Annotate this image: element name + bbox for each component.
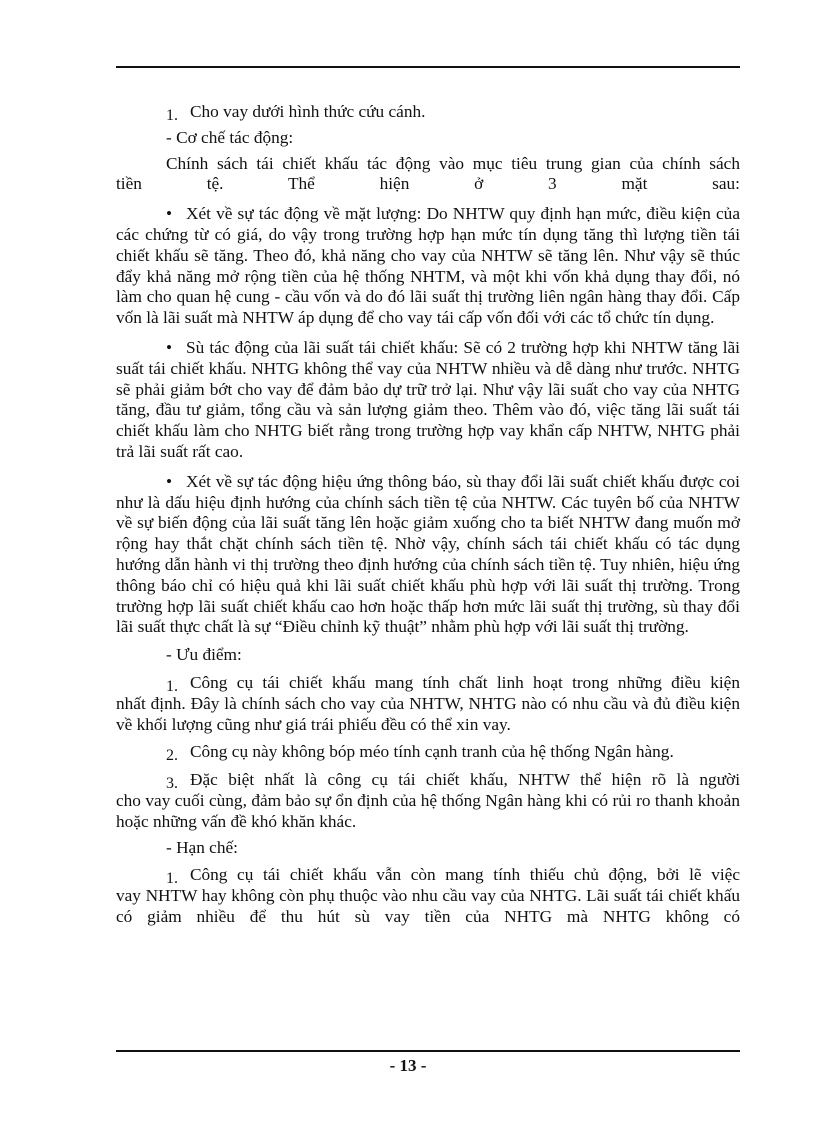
advantage-item-2 bbox=[116, 742, 740, 763]
advantage-item-3 bbox=[116, 770, 740, 791]
item-number: 1. bbox=[166, 677, 178, 695]
bullet-text: Xét về sự tác động về mặt lượng: Do NHTW quy định hạn mức, điều kiện của các chứng từ có giá, do vậy trong trường hợp hạn mức tín dụng tăng thì lượng tiền tái chiết khấu sẽ tăng. Theo đó, khả năng cho vay của NHTW sẽ tăng lên. Như vậy sẽ thúc đẩy khả năng mở rộng tiền của hệ thống NHTM, và một khi vốn khả dụng thay đổi, nó làm cho quan hệ cung - cầu vốn và do đó lãi suất thị trường liên ngân hàng thay đổi. Cấp vốn là lãi suất mà NHTW áp dụng để cho vay tái cấp vốn đối với các tổ chức tín dụng. bbox=[116, 204, 740, 328]
page-number: - 13 - bbox=[389, 1056, 427, 1075]
footer-rule bbox=[116, 1050, 740, 1052]
advantage-item-1 bbox=[116, 673, 740, 694]
limitation-item-1-continued: vay NHTW hay không còn phụ thuộc vào nhu cầu vay của NHTG. Lãi suất tái chiết khấu có giảm nhiều để thu hút sù vay tiền của NHTG mà NHTG không có bbox=[116, 886, 740, 926]
bullet-text: Sù tác động của lãi suất tái chiết khấu: Sẽ có 2 trường hợp khi NHTW tăng lãi suất tái chiết khấu. NHTG không thể vay của NHTW nhiều và dễ dàng như trước. NHTG sẽ phải giảm bớt cho vay để đảm bảo dự trữ trở lại. Như vậy lãi suất cho vay của NHTG tăng, đầu tư giảm, tổng cầu và sản lượng giảm theo. Thêm vào đó, việc tăng lãi suất tái chiết khấu làm cho NHTG biết rằng trong trường hợp vay khẩn cấp NHTW, NHTG phải trả lãi suất rất cao. bbox=[116, 337, 740, 461]
bullet-icon: • bbox=[166, 471, 173, 491]
advantage-item-1-continued: nhất định. Đây là chính sách cho vay của NHTW, NHTG nào có nhu cầu và đủ điều kiện về khối lượng cũng như giá trái phiếu đều có thể xin vay. bbox=[116, 693, 740, 734]
bullet-paragraph-lai-suat bbox=[116, 338, 740, 463]
numbered-item-cho-vay bbox=[116, 102, 740, 123]
item-text-first-line: Công cụ này không bóp méo tính cạnh tranh của hệ thống Ngân hàng. bbox=[190, 742, 674, 762]
heading-co-che-tac-dong: - Cơ chế tác động: bbox=[166, 127, 294, 147]
item-number: 3. bbox=[166, 775, 178, 793]
mechanism-intro-line-2: tiền tệ. Thể hiện ở 3 mặt sau: bbox=[116, 174, 740, 194]
bullet-icon: • bbox=[166, 204, 173, 224]
item-number: 1. bbox=[166, 870, 178, 888]
page-body bbox=[116, 100, 740, 928]
item-number: 1. bbox=[166, 107, 178, 124]
bullet-icon: • bbox=[166, 337, 173, 357]
mechanism-intro-line-1: Chính sách tái chiết khấu tác động vào mục tiêu trung gian của chính sách bbox=[166, 153, 740, 173]
bullet-text: Xét về sự tác động hiệu ứng thông báo, sù thay đổi lãi suất chiết khấu được coi như là dấu hiệu định hướng của chính sách tiền tệ của NHTW. Các tuyên bố của NHTW về sự biến động của lãi suất tăng lên hoặc giảm xuống cho ta biết NHTW đang muốn mở rộng hay thắt chặt chính sách tiền tệ. Nhờ vậy, chính sách tái chiết khấu có tác dụng hướng dẫn hành vi thị trường theo định hướng của chính sách tiền tệ. Tuy nhiên, hiệu ứng thông báo chỉ có hiệu quả khi lãi suất chiết khấu phù hợp với lãi suất thị trường. Trong trường hợp lãi suất chiết khấu cao hơn hoặc thấp hơn mức lãi suất thị trường, sù thay đổi lãi suất thực chất là sự “Điều chỉnh kỹ thuật” nhằm phù hợp với lãi suất thị trường. bbox=[116, 471, 740, 637]
item-text-first-line: Công cụ tái chiết khấu mang tính chất linh hoạt trong những điều kiện bbox=[190, 672, 740, 692]
heading-uu-diem: - Ưu điểm: bbox=[166, 645, 242, 665]
item-text: Cho vay dưới hình thức cứu cánh. bbox=[190, 102, 426, 121]
item-text-first-line: Đặc biệt nhất là công cụ tái chiết khấu, NHTW thể hiện rõ là người bbox=[190, 770, 740, 790]
item-text-first-line: Công cụ tái chiết khấu vẫn còn mang tính thiếu chủ động, bởi lẽ việc bbox=[190, 865, 740, 885]
heading-han-che: - Hạn chế: bbox=[166, 837, 238, 857]
advantage-item-3-continued: cho vay cuối cùng, đảm bảo sự ổn định của hệ thống Ngân hàng khi có rủi ro thanh khoản hoặc những vấn đề khó khăn khác. bbox=[116, 790, 740, 831]
header-rule bbox=[116, 66, 740, 68]
item-number: 2. bbox=[166, 747, 178, 765]
bullet-paragraph-luong bbox=[116, 204, 740, 329]
limitation-item-1 bbox=[116, 865, 740, 886]
bullet-paragraph-hieu-ung bbox=[116, 472, 740, 638]
